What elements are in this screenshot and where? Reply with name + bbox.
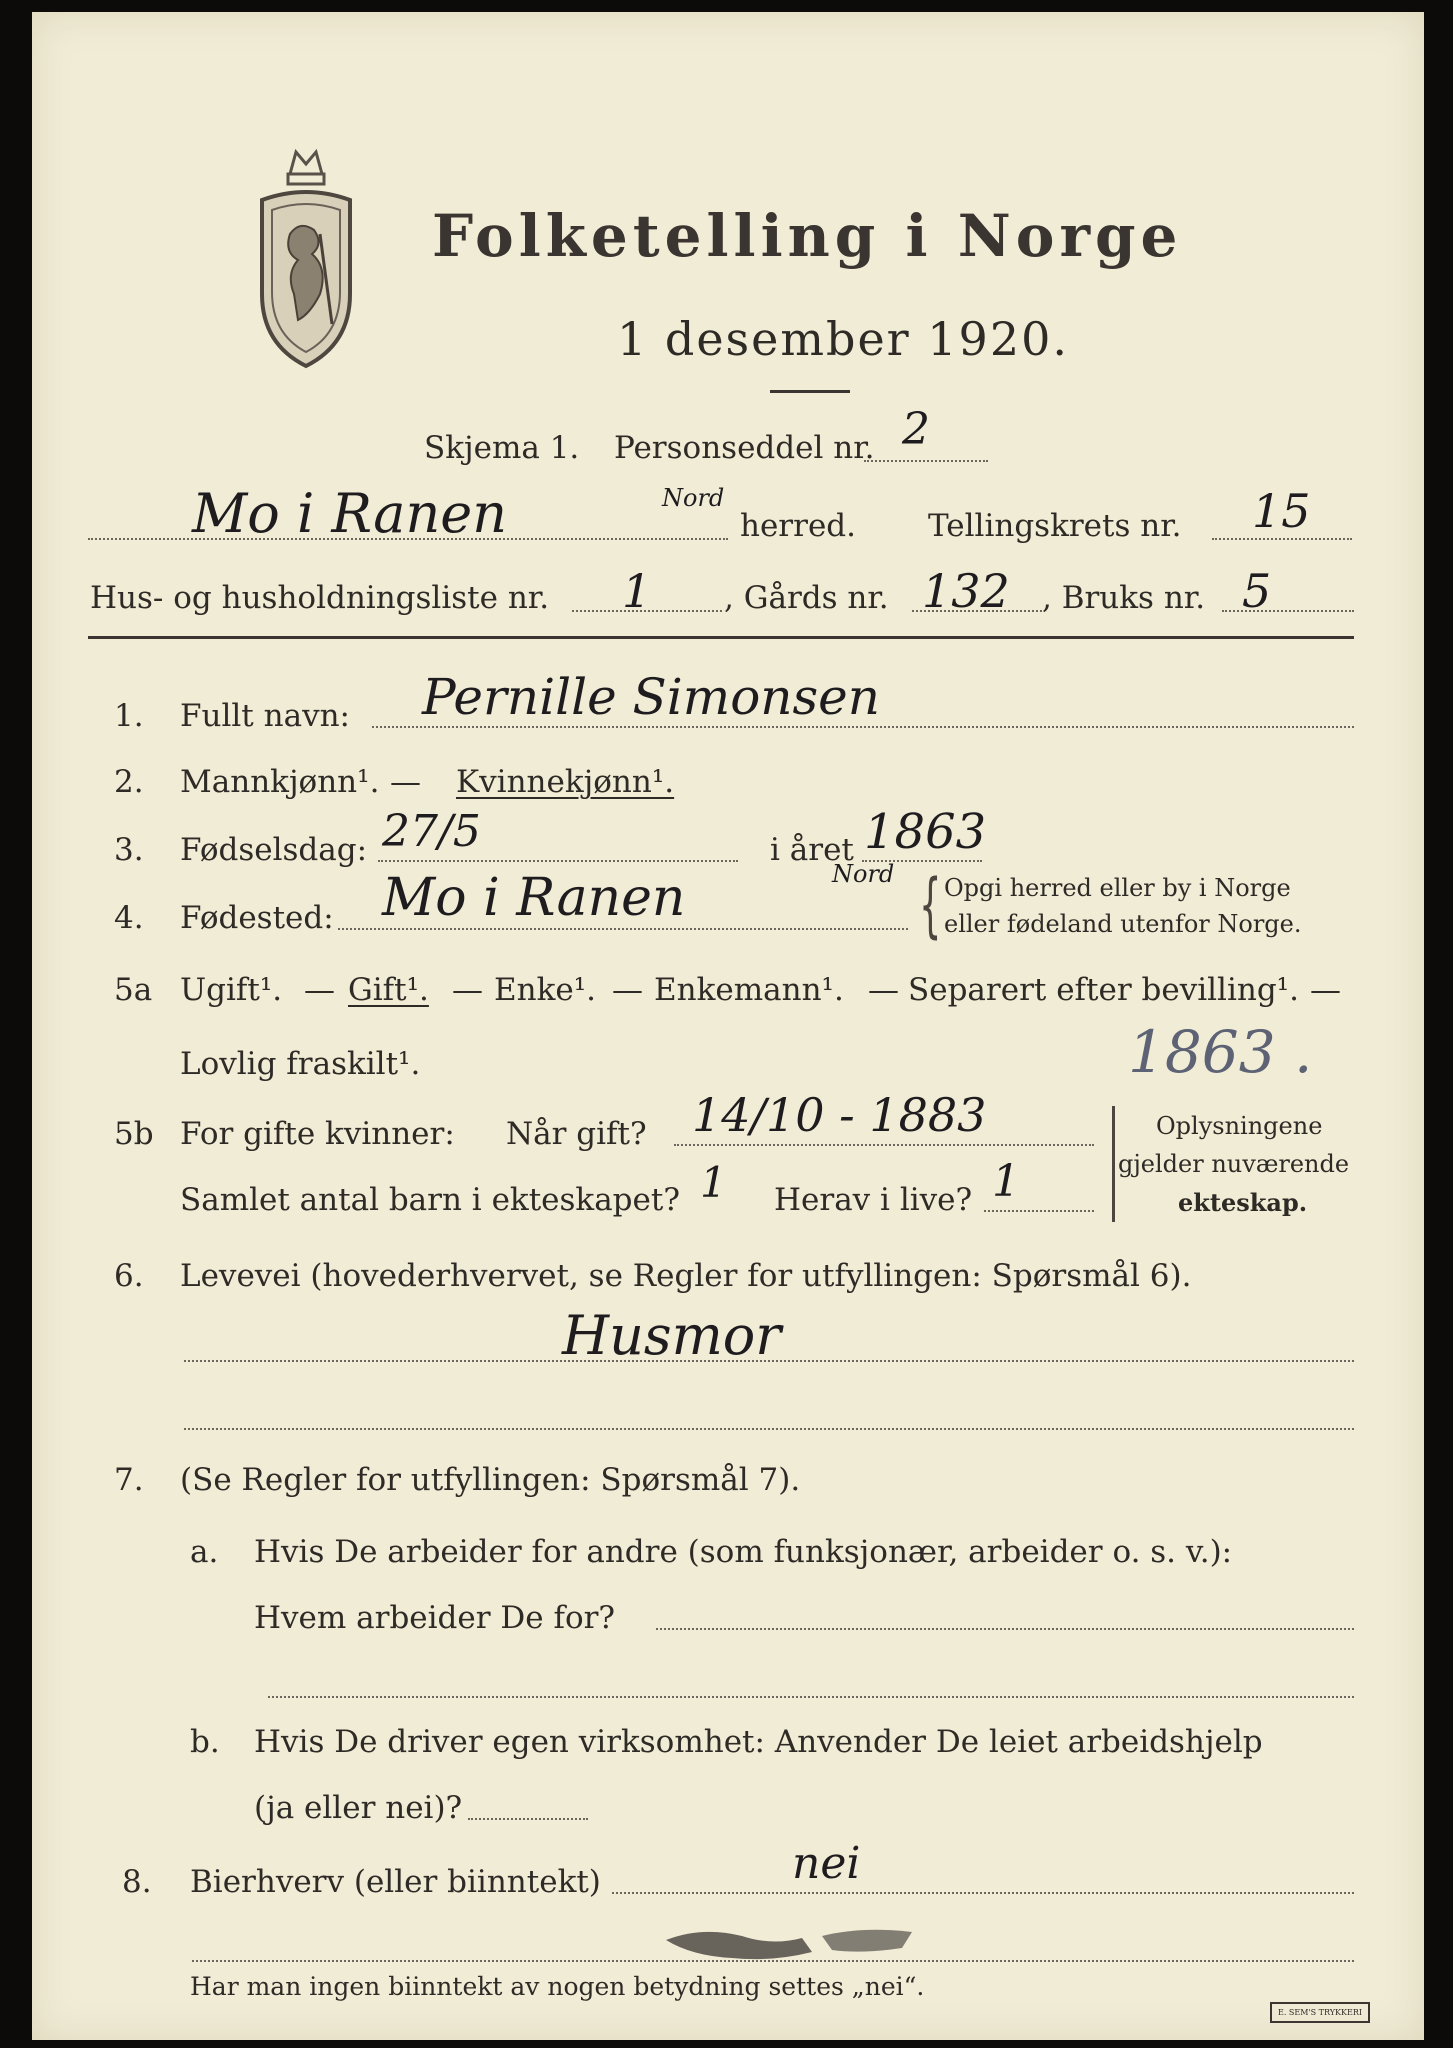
q1-line bbox=[372, 726, 1354, 728]
q5b-alive-line bbox=[984, 1210, 1094, 1212]
footer-note: Har man ingen biinntekt av nogen betydning settes „nei“. bbox=[190, 1972, 925, 2001]
q5a-dash-3: — bbox=[612, 972, 643, 1008]
q6-line-2 bbox=[184, 1428, 1354, 1430]
q5a-married-option-selected: Gift¹. bbox=[348, 972, 429, 1008]
q6-occupation-value: Husmor bbox=[562, 1304, 782, 1367]
q5b-note-line2: gjelder nuværende bbox=[1118, 1150, 1350, 1178]
q3-birthday-line bbox=[378, 860, 738, 862]
q5a-unmarried-option: Ugift¹. bbox=[180, 972, 283, 1008]
q5b-when-married-value: 14/10 - 1883 bbox=[692, 1088, 987, 1142]
q4-brace: { bbox=[919, 864, 942, 946]
q2-male-option: Mannkjønn¹. bbox=[180, 764, 380, 800]
skjema-label: Skjema 1. bbox=[424, 430, 580, 466]
q5b-alive-value: 1 bbox=[992, 1156, 1020, 1207]
q4-birthplace-note: Nord bbox=[832, 860, 895, 888]
q5b-note-line3: ekteskap. bbox=[1178, 1188, 1308, 1217]
q5a-widower-option: Enkemann¹. bbox=[654, 972, 844, 1008]
q7a-employer-line-2 bbox=[268, 1696, 1354, 1698]
tellingskrets-value: 15 bbox=[1252, 484, 1311, 538]
q5a-dash-4: — bbox=[868, 972, 899, 1008]
q7a-letter: a. bbox=[190, 1534, 219, 1570]
q4-note-line2: eller fødeland utenfor Norge. bbox=[944, 910, 1302, 938]
q5b-when-married-label: Når gift? bbox=[506, 1116, 647, 1152]
q2-dash: — bbox=[390, 764, 421, 800]
q1-label: Fullt navn: bbox=[180, 698, 350, 734]
bruks-value: 5 bbox=[1242, 564, 1272, 618]
q5b-number: 5b bbox=[114, 1116, 154, 1152]
q2-female-option-selected: Kvinnekjønn¹. bbox=[456, 764, 675, 800]
q2-number: 2. bbox=[114, 764, 144, 800]
form-title: Folketelling i Norge bbox=[432, 202, 1183, 270]
q7b-letter: b. bbox=[190, 1724, 220, 1760]
personseddel-label: Personseddel nr. bbox=[614, 430, 875, 466]
q5a-divorced-option: Lovlig fraskilt¹. bbox=[180, 1046, 421, 1082]
q6-label: Levevei (hovederhvervet, se Regler for utfyllingen: Spørsmål 6). bbox=[180, 1258, 1192, 1294]
q7a-label: Hvis De arbeider for andre (som funksjonær, arbeider o. s. v.): bbox=[254, 1534, 1233, 1570]
hus-label: Hus- og husholdningsliste nr. bbox=[90, 580, 550, 616]
q5b-children-value: 1 bbox=[700, 1158, 727, 1207]
q7a-employer-label: Hvem arbeider De for? bbox=[254, 1600, 616, 1636]
census-form-page bbox=[32, 12, 1424, 2040]
q1-number: 1. bbox=[114, 698, 144, 734]
q5a-dash-1: — bbox=[304, 972, 335, 1008]
q3-number: 3. bbox=[114, 832, 144, 868]
q8-line-1 bbox=[612, 1892, 1354, 1894]
q7b-hired-help-line bbox=[468, 1818, 588, 1820]
tellingskrets-line bbox=[1212, 538, 1352, 540]
q7b-label: Hvis De driver egen virksomhet: Anvender De leiet arbeidshjelp bbox=[254, 1724, 1263, 1760]
q8-secondary-income-value: nei bbox=[792, 1838, 861, 1889]
printer-mark: E. SEM'S TRYKKERI bbox=[1270, 2002, 1370, 2023]
q5b-children-label: Samlet antal barn i ekteskapet? bbox=[180, 1182, 680, 1218]
hus-value: 1 bbox=[622, 564, 652, 618]
bruks-label: , Bruks nr. bbox=[1042, 580, 1206, 616]
q5a-margin-note: 1863 . bbox=[1128, 1018, 1313, 1086]
q5a-dash-5: — bbox=[1310, 972, 1341, 1008]
census-date: 1 desember 1920. bbox=[617, 312, 1069, 366]
q5a-widow-option: Enke¹. bbox=[494, 972, 597, 1008]
personseddel-value: 2 bbox=[902, 404, 930, 455]
q5b-note-line1: Oplysningene bbox=[1156, 1112, 1323, 1140]
q4-label: Fødested: bbox=[180, 900, 334, 936]
q5a-dash-2: — bbox=[452, 972, 483, 1008]
header-rule bbox=[88, 636, 1354, 639]
q3-birthday-value: 27/5 bbox=[382, 806, 481, 857]
norway-coat-of-arms-icon bbox=[250, 144, 362, 372]
q4-birthplace-line bbox=[338, 928, 908, 930]
q3-year-label: i året bbox=[770, 832, 854, 868]
q3-year-value: 1863 bbox=[864, 804, 987, 860]
title-divider bbox=[770, 390, 850, 393]
personseddel-line bbox=[864, 460, 988, 462]
q4-note-line1: Opgi herred eller by i Norge bbox=[944, 874, 1291, 902]
herred-label: herred. bbox=[740, 508, 856, 544]
ink-smudge-icon bbox=[662, 1918, 922, 1978]
gards-label: , Gårds nr. bbox=[724, 580, 889, 616]
q7b-hired-help-label: (ja eller nei)? bbox=[254, 1790, 463, 1826]
q5a-separated-option: Separert efter bevilling¹. bbox=[908, 972, 1299, 1008]
tellingskrets-label: Tellingskrets nr. bbox=[928, 508, 1182, 544]
q7-number: 7. bbox=[114, 1462, 144, 1498]
q4-number: 4. bbox=[114, 900, 144, 936]
q8-label: Bierhverv (eller biinntekt) bbox=[190, 1864, 601, 1900]
q5b-note-bracket bbox=[1112, 1106, 1115, 1222]
q4-birthplace-value: Mo i Ranen bbox=[382, 868, 686, 928]
q5b-when-married-line bbox=[674, 1144, 1094, 1146]
q5b-alive-label: Herav i live? bbox=[774, 1182, 973, 1218]
gards-value: 132 bbox=[922, 564, 1010, 618]
q8-number: 8. bbox=[122, 1864, 152, 1900]
q1-full-name-value: Pernille Simonsen bbox=[422, 668, 880, 726]
q3-label: Fødselsdag: bbox=[180, 832, 368, 868]
q7-label: (Se Regler for utfyllingen: Spørsmål 7). bbox=[180, 1462, 801, 1498]
q5a-number: 5a bbox=[114, 972, 153, 1008]
q7a-employer-line-1 bbox=[656, 1628, 1354, 1630]
herred-value-note: Nord bbox=[662, 484, 725, 512]
q5b-label: For gifte kvinner: bbox=[180, 1116, 455, 1152]
herred-value: Mo i Ranen bbox=[192, 482, 508, 545]
q6-number: 6. bbox=[114, 1258, 144, 1294]
